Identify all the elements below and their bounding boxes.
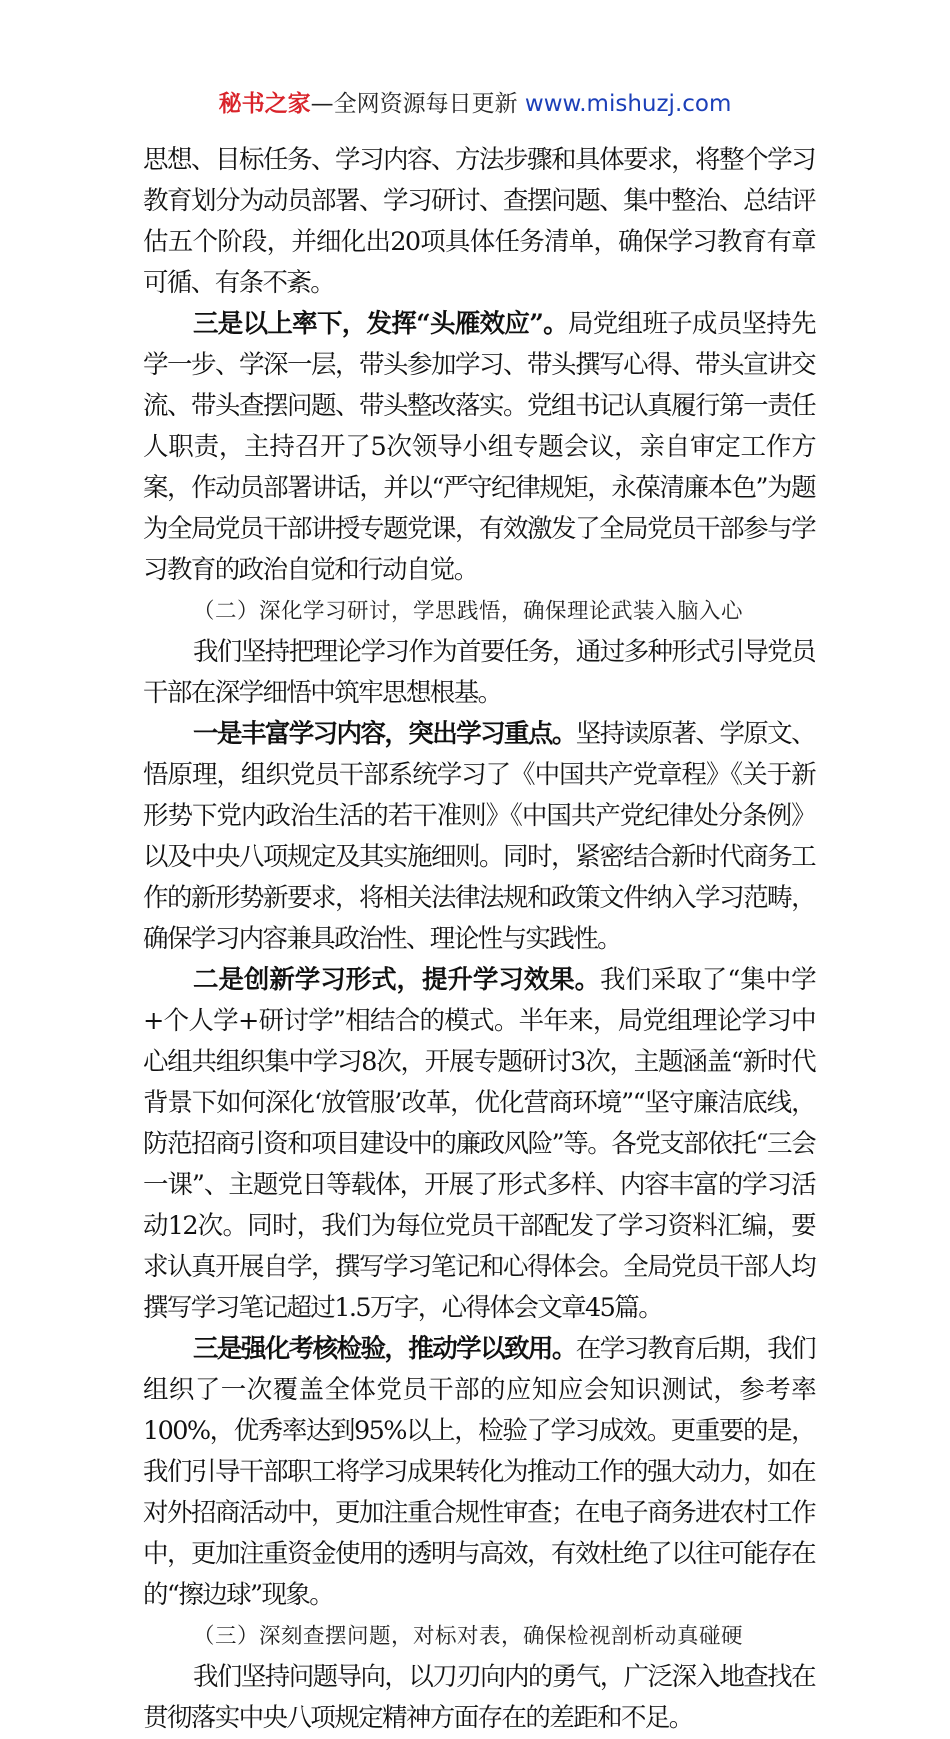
document-body (143, 140, 815, 1739)
paragraph-lead: 三是强化考核检验，推动学以致用。 (193, 1334, 576, 1364)
site-slogan: —全网资源每日更新 (310, 91, 525, 117)
paragraph-problems: 我们坚持问题导向，以刀刃向内的勇气，广泛深入地查找在贯彻落实中央八项规定精神方面存在的差距和不足。 (143, 1662, 815, 1733)
paragraph-assessment (143, 1329, 815, 1616)
paragraph-intro-study: 我们坚持把理论学习作为首要任务，通过多种形式引导党员干部在深学细悟中筑牢思想根基。 (143, 637, 815, 708)
paragraph-continued: 思想、目标任务、学习内容、方法步骤和具体要求，将整个学习教育划分为动员部署、学习研讨、查摆问题、集中整治、总结评估五个阶段，并细化出20项具体任务清单，确保学习教育有章可循、有条不紊。 (143, 145, 815, 298)
paragraph-body: 在学习教育后期，我们组织了一次覆盖全体党员干部的应知应会知识测试，参考率100%，优秀率达到95%以上，检验了学习成效。更重要的是，我们引导干部职工将学习成果转化为推动工作的强大动力，如在对外招商活动中，更加注重合规性审查；在电子商务进农村工作中，更加注重资金使用的透明与高效，有效杜绝了以往可能存在的“擦边球”现象。 (143, 1334, 815, 1610)
paragraph-study-form (143, 960, 815, 1329)
brand-name: 秘书之家 (218, 91, 311, 117)
paragraph-lead: 一是丰富学习内容，突出学习重点。 (193, 719, 576, 749)
paragraph-body: 局党组班子成员坚持先学一步、学深一层，带头参加学习、带头撰写心得、带头宣讲交流、带头查摆问题、带头整改落实。党组书记认真履行第一责任人职责，主持召开了5次领导小组专题会议，亲自审定工作方案，作动员部署讲话，并以“严守纪律规矩，永葆清廉本色”为题为全局党员干部讲授专题党课，有效激发了全局党员干部参与学习教育的政治自觉和行动自觉。 (143, 309, 815, 585)
paragraph-lead: 三是以上率下，发挥“头雁效应”。 (193, 309, 568, 339)
section-heading-2: （二）深化学习研讨，学思践悟，确保理论武装入脑入心 (193, 599, 744, 624)
paragraph-study-content (143, 714, 815, 960)
site-url[interactable]: www.mishuzj.com (524, 91, 732, 117)
paragraph-body: 坚持读原著、学原文、悟原理，组织党员干部系统学习了《中国共产党章程》《关于新形势下党内政治生活的若干准则》《中国共产党纪律处分条例》以及中央八项规定及其实施细则。同时，紧密结合新时代商务工作的新形势新要求，将相关法律法规和政策文件纳入学习范畴，确保学习内容兼具政治性、理论性与实践性。 (143, 719, 815, 954)
section-heading-3: （三）深刻查摆问题，对标对表，确保检视剖析动真碰硬 (193, 1624, 744, 1649)
paragraph-leadership (143, 304, 815, 591)
paragraph-lead: 二是创新学习形式，提升学习效果。 (193, 965, 601, 995)
site-header (0, 88, 950, 120)
paragraph-body: 我们采取了“集中学+个人学+研讨学”相结合的模式。半年来，局党组理论学习中心组共组织集中学习8次，开展专题研讨3次，主题涵盖“新时代背景下如何深化‘放管服’改革，优化营商环境”“坚守廉洁底线，防范招商引资和项目建设中的廉政风险”等。各党支部依托“三会一课”、主题党日等载体，开展了形式多样、内容丰富的学习活动12次。同时，我们为每位党员干部配发了学习资料汇编，要求认真开展自学，撰写学习笔记和心得体会。全局党员干部人均撰写学习笔记超过1.5万字，心得体会文章45篇。 (143, 965, 816, 1323)
